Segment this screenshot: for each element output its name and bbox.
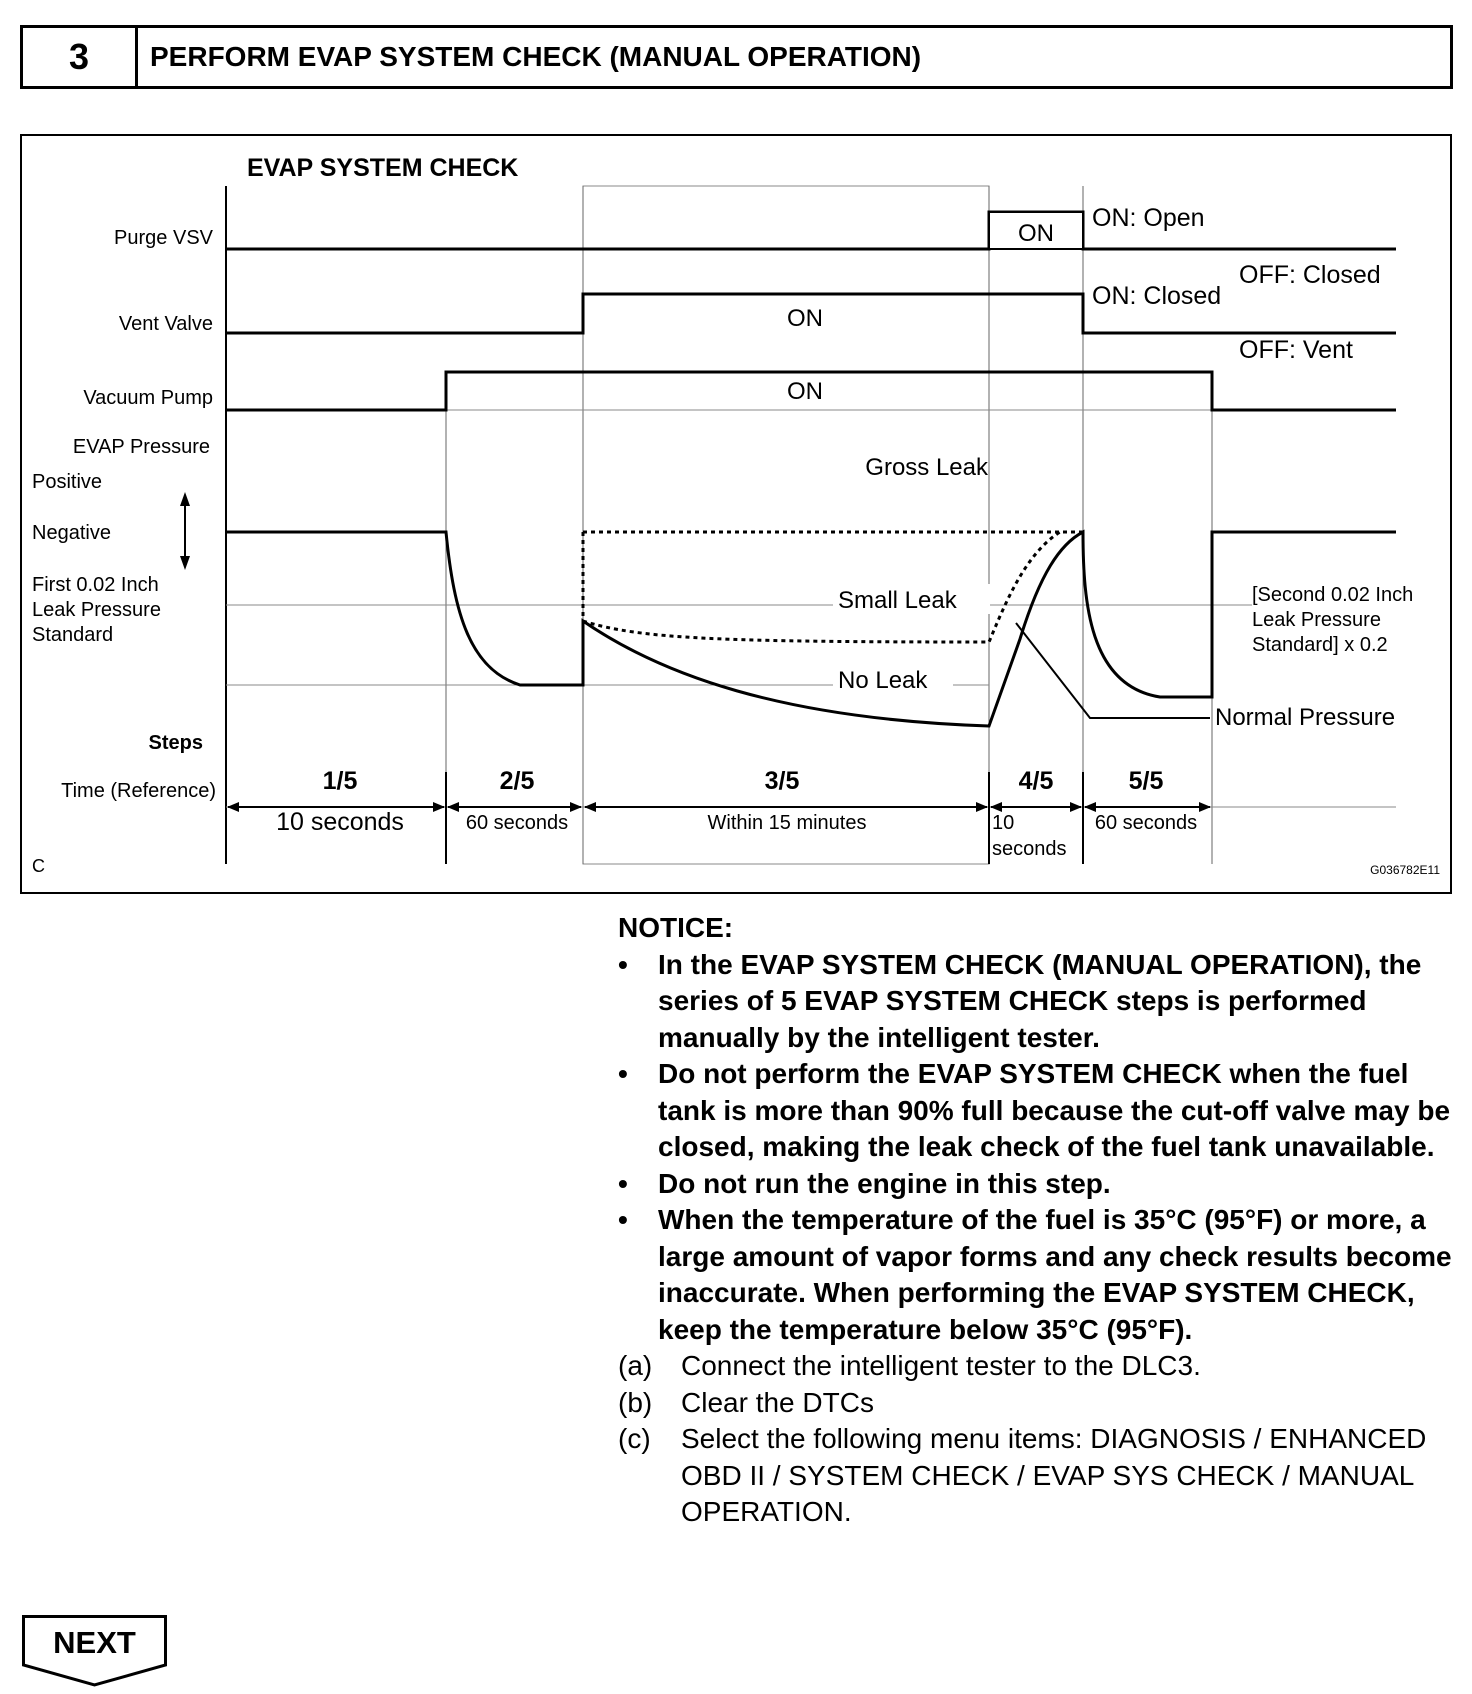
vent-on-state: ON: Closed [1092,282,1222,310]
instruction-text: Clear the DTCs [681,1386,874,1418]
pressure-direction-arrow [180,492,190,570]
no-leak-label: No Leak [838,667,928,694]
evap-timing-diagram [20,134,1452,894]
step3-region [583,186,989,864]
instruction-mark: (c) [618,1423,651,1454]
corner-letter: C [32,856,45,876]
bullet-dot: • [618,1058,628,1089]
step-time-4-line-1: 10 [992,812,1015,834]
first-standard-line-1: First 0.02 Inch [32,574,159,596]
bullet-dot: • [618,948,628,980]
instruction-item [618,1421,1458,1531]
gross-leak-label: Gross Leak [865,454,988,481]
instruction-text: Select the following menu items: DIAGNOSIS / ENHANCED OBD II / SYSTEM CHECK / EVAP SYS CHECK / MANUAL OPERATION. [681,1423,1427,1527]
pump-on-label: ON [787,378,823,405]
first-standard-line-3: Standard [32,624,114,646]
small-leak-label: Small Leak [838,587,957,614]
normal-pressure-label: Normal Pressure [1215,704,1396,731]
next-button-label: NEXT [53,1625,136,1660]
step-time-3: Within 15 minutes [707,812,867,834]
step-number: 3 [23,28,138,86]
step-label-5: 5/5 [1128,767,1164,795]
step-time-4-line-2: seconds [992,838,1067,860]
reference-lines [226,410,1396,807]
second-standard-line-3: Standard] x 0.2 [1252,634,1388,656]
instruction-mark: (a) [618,1350,653,1381]
instruction-item [618,1348,1458,1385]
purge-on-state: ON: Open [1092,204,1205,232]
row-label-vent-valve: Vent Valve [118,313,213,335]
gross-leak-line [583,532,1083,621]
notice-bullet-text: In the EVAP SYSTEM CHECK (MANUAL OPERATION), the series of 5 EVAP SYSTEM CHECK steps is performed manually by the intelligent tester. [658,948,1422,1053]
first-standard-line-2: Leak Pressure [32,599,161,621]
step-label-1: 1/5 [322,767,358,795]
step-label-3: 3/5 [764,767,800,795]
step-label-4: 4/5 [1018,767,1054,795]
notice-bullet-text: Do not perform the EVAP SYSTEM CHECK when the fuel tank is more than 90% full because the cut-off valve may be closed, making the leak check of the fuel tank unavailable. [658,1058,1451,1162]
label-positive: Positive [32,471,103,493]
instruction-item [618,1385,1458,1422]
notice-bullet-text: Do not run the engine in this step. [658,1167,1111,1199]
purge-on-label: ON [1018,220,1054,247]
row-label-purge-vsv: Purge VSV [114,227,213,249]
row-label-evap-pressure: EVAP Pressure [72,436,210,458]
notice-section [618,910,1458,1531]
step-title: PERFORM EVAP SYSTEM CHECK (MANUAL OPERATION) [150,41,922,72]
notice-bullet [618,1166,1458,1203]
notice-bullets [618,947,1458,1349]
step-time-5: 60 seconds [1094,812,1198,834]
step-header [20,25,1453,89]
row-label-steps: Steps [148,732,203,754]
vent-off-state: OFF: Vent [1239,336,1353,364]
notice-title: NOTICE: [618,912,734,943]
instruction-text: Connect the intelligent tester to the DLC3. [681,1350,1201,1381]
second-standard-line-2: Leak Pressure [1252,609,1381,631]
next-button[interactable] [22,1615,167,1687]
vent-on-label: ON [787,305,823,332]
evap-diagram-svg [20,134,1452,894]
step-time-2: 60 seconds [465,812,569,834]
bullet-dot: • [618,1167,628,1199]
instruction-list [618,1348,1458,1531]
purge-off-state: OFF: Closed [1239,261,1381,289]
bullet-dot: • [618,1204,628,1235]
figure-id: G036782E11 [1370,863,1440,877]
notice-bullet [618,1056,1458,1166]
instruction-mark: (b) [618,1386,653,1418]
step-label-2: 2/5 [499,767,535,795]
row-label-time-reference: Time (Reference) [61,780,216,802]
diagram-title: EVAP SYSTEM CHECK [247,154,519,182]
step-time-1: 10 seconds [276,808,404,836]
notice-bullet-text: When the temperature of the fuel is 35°C (95°F) or more, a large amount of vapor forms and any check results become inaccurate. When performing the EVAP SYSTEM CHECK, keep the temperature below 35°C (95°F). [658,1204,1452,1345]
notice-bullet [618,1202,1458,1348]
row-label-vacuum-pump: Vacuum Pump [83,387,213,409]
second-standard-line-1: [Second 0.02 Inch [1252,584,1414,606]
purge-vsv-signal [226,212,1396,249]
notice-bullet [618,947,1458,1057]
label-negative: Negative [32,522,111,544]
evap-pressure-curve [226,532,1396,726]
